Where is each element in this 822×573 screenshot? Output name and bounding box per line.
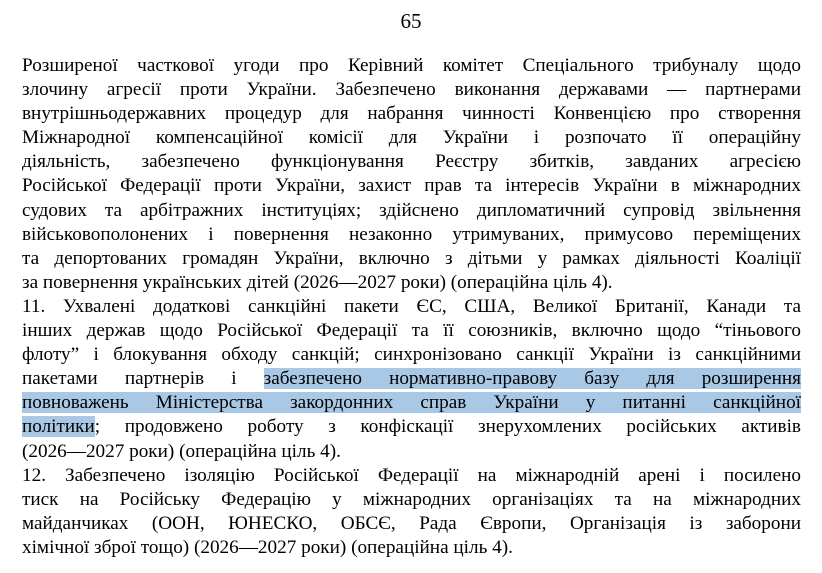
paragraph-item-12 [22, 464, 801, 560]
text-line: тиск на Російську Федерацію у міжнародних організаціях та на міжнародних [22, 488, 801, 510]
text-line: інших держав щодо Російської Федерації та її союзників, включно щодо “тіньового [22, 320, 801, 342]
text-line: військовополонених і повернення незаконно утримуваних, примусово переміщених [22, 223, 801, 245]
page-number: 65 [400, 9, 422, 33]
text-line: Міжнародної компенсаційної комісії для України і розпочато її операційну [22, 127, 801, 149]
text-line: судових та арбітражних інституціях; здійснено дипломатичний супровід звільнення [22, 199, 801, 221]
text-line: Розширеної часткової угоди про Керівний комітет Спеціального трибуналу щодо [22, 55, 801, 76]
text-line: майданчиках (ООН, ЮНЕСКО, ОБСЄ, Рада Європи, Організація із заборони [22, 512, 801, 534]
text-line: флоту” і блокування обходу санкцій; синхронізовано санкції України із санкційними [22, 344, 801, 366]
highlighted-text[interactable]: забезпечено нормативно-правову базу для розширення [263, 368, 801, 390]
text-line: злочину агресії проти України. Забезпечено виконання державами — партнерами [22, 79, 801, 101]
paragraph-continuation [22, 54, 801, 295]
text-line: хімічної зброї тощо) (2026—2027 роки) (операційна ціль 4). [22, 536, 513, 558]
highlighted-text[interactable]: політики [22, 416, 95, 438]
text-line: та депортованих громадян України, включно з дітьми у рамках діяльності Коаліції [22, 247, 801, 269]
text-line: 12. Забезпечено ізоляцію Російської Федерації на міжнародній арені і посилено [22, 464, 801, 486]
text-line [22, 391, 801, 415]
text-segment: пакетами партнерів і [22, 368, 264, 390]
text-line [22, 415, 801, 439]
text-line: за повернення українських дітей (2026—2027 роки) (операційна ціль 4). [22, 271, 613, 293]
text-line [22, 367, 801, 391]
highlighted-text[interactable]: повноважень Міністерства закордонних справ України у питанні санкційної [22, 392, 801, 414]
text-line: внутрішньодержавних процедур для набрання чинності Конвенцією про створення [22, 103, 801, 125]
text-line: Російської Федерації проти України, захист прав та інтересів України в міжнародних [22, 175, 801, 197]
paragraph-item-11 [22, 295, 801, 464]
document-body [22, 54, 801, 560]
text-line: діяльність, забезпечено функціонування Реєстру збитків, завданих агресією [22, 151, 801, 173]
text-line: 11. Ухвалені додаткові санкційні пакети ЄС, США, Великої Британії, Канади та [22, 295, 801, 317]
text-segment: ; продовжено роботу з конфіскації знерухомлених російських активів [94, 416, 801, 438]
text-line: (2026—2027 роки) (операційна ціль 4). [22, 440, 341, 462]
